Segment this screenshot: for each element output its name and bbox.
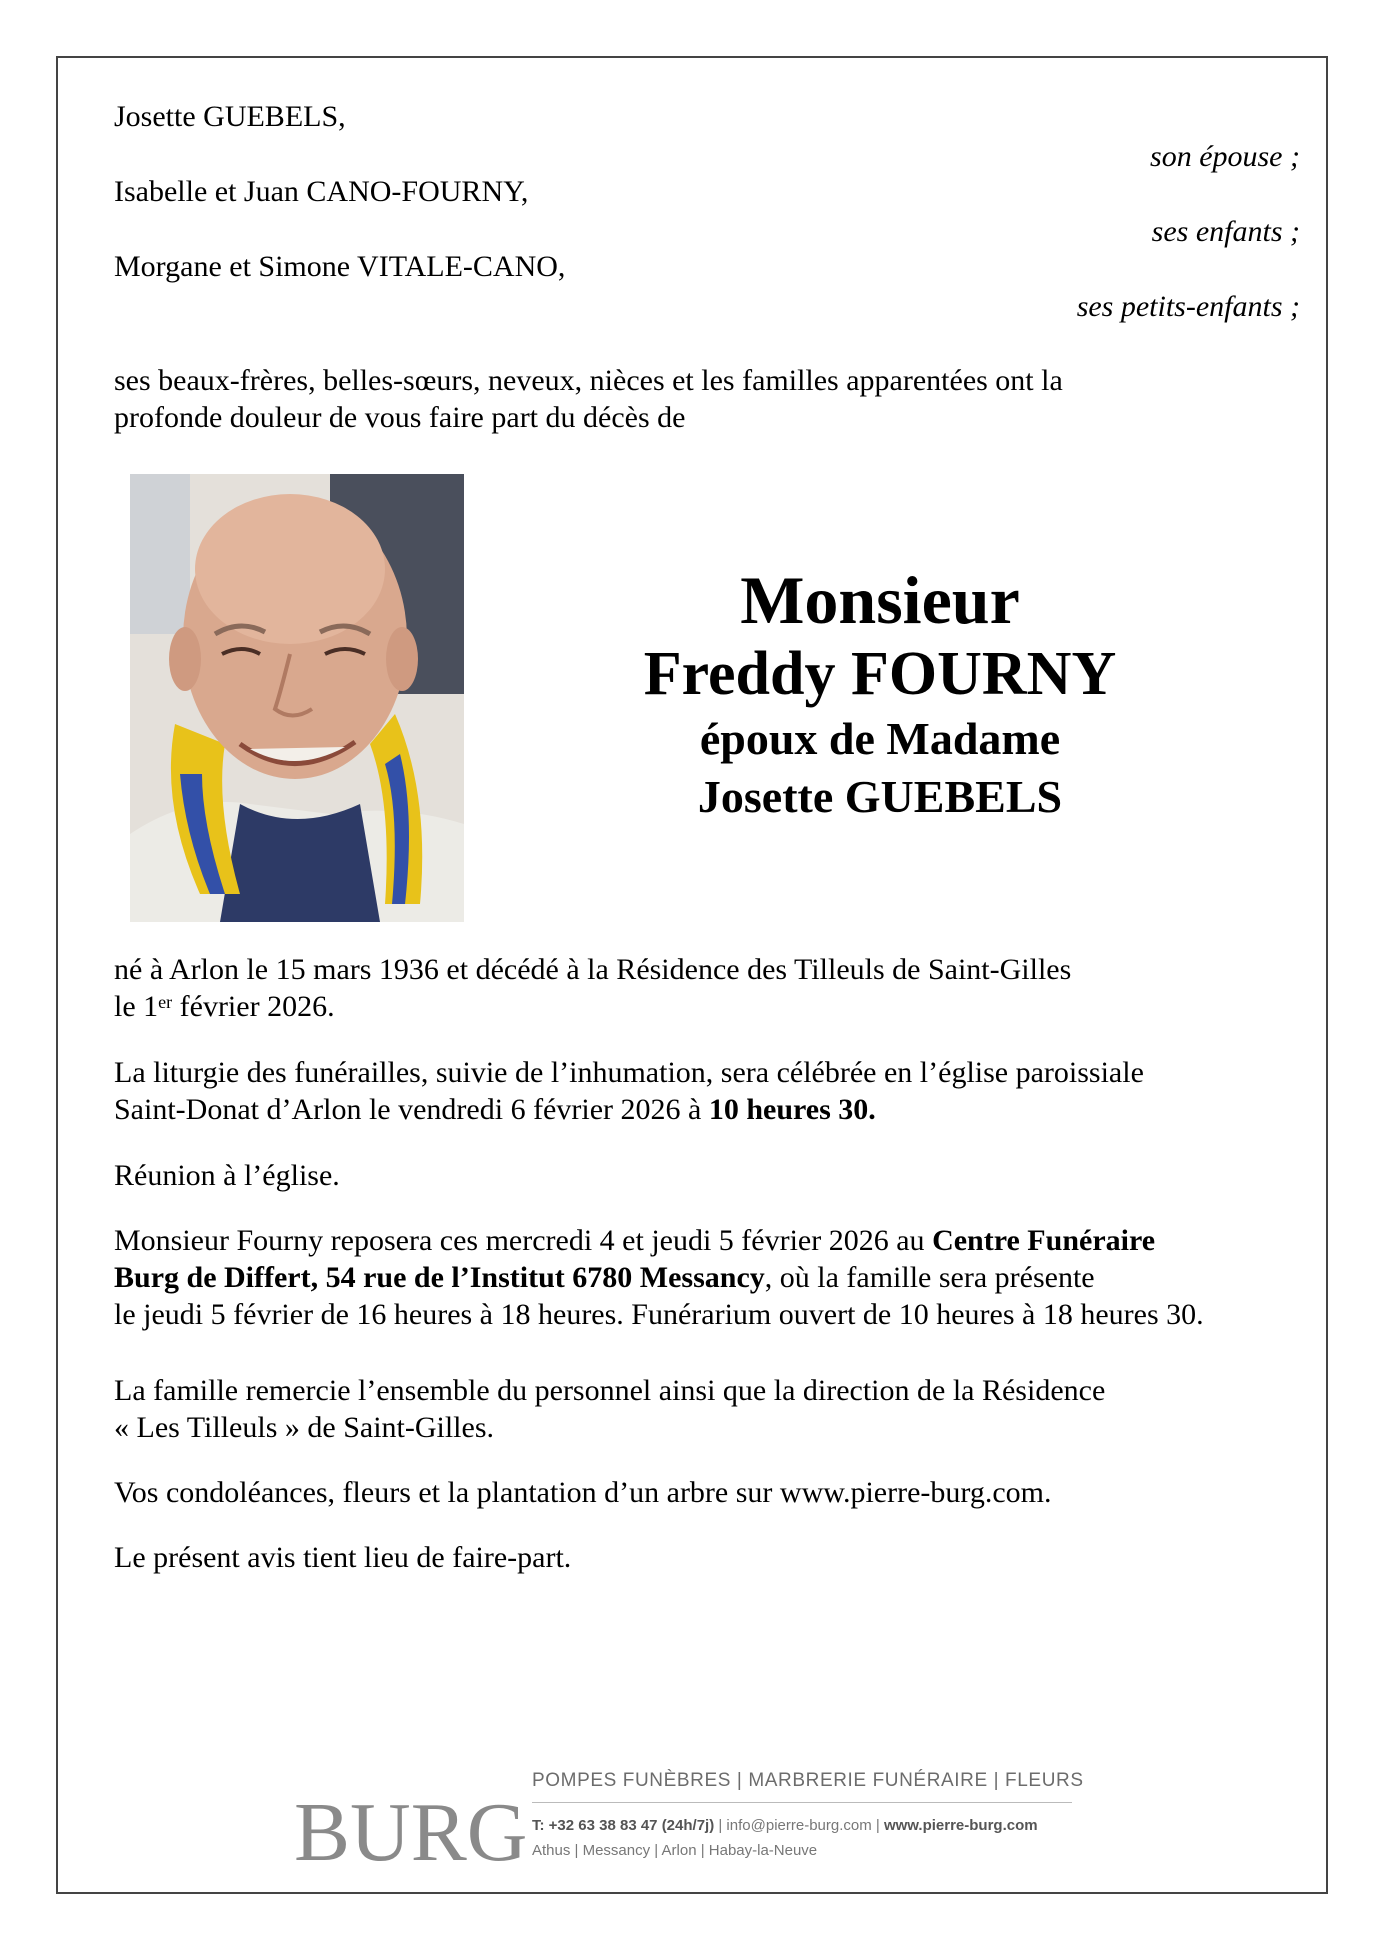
birth-line-2	[114, 988, 1314, 1025]
birth-day-suffix: er	[158, 992, 173, 1012]
deceased-honorific: Monsieur	[740, 562, 1020, 638]
liturgy-line-2	[114, 1091, 1314, 1128]
birth-line-1: né à Arlon le 15 mars 1936 et décédé à la Résidence des Tilleuls de Saint-Gilles	[114, 953, 1072, 986]
visitation-line-1	[114, 1222, 1314, 1259]
footer-cities: Athus | Messancy | Arlon | Habay-la-Neuve	[532, 1842, 818, 1859]
reunion-text: Réunion à l’église.	[114, 1159, 340, 1192]
footer	[290, 1770, 1090, 1880]
deceased-spouse-line-1: époux de Madame	[699, 713, 1061, 764]
notice-text: Le présent avis tient lieu de faire-part.	[114, 1541, 572, 1574]
visitation-line-3: le jeudi 5 février de 16 heures à 18 heures. Funérarium ouvert de 10 heures à 18 heures 30.	[114, 1298, 1204, 1331]
children-role: ses enfants ;	[1151, 215, 1300, 248]
visitation-line-2	[114, 1259, 1314, 1296]
burg-logo-text: BURG	[294, 1786, 528, 1879]
relatives-line-2: profonde douleur de vous faire part du décès de	[114, 401, 686, 434]
thanks-line-2: « Les Tilleuls » de Saint-Gilles.	[114, 1411, 495, 1444]
birth-month-year: février 2026.	[172, 990, 335, 1023]
visitation-center-name: Centre Funéraire	[932, 1224, 1156, 1257]
grandchildren-role: ses petits-enfants ;	[1076, 290, 1300, 323]
deceased-name: Freddy FOURNY	[643, 640, 1117, 708]
footer-website: www.pierre-burg.com	[883, 1817, 1038, 1834]
thanks-line-1: La famille remercie l’ensemble du personnel ainsi que la direction de la Résidence	[114, 1374, 1106, 1407]
liturgy-line-1: La liturgie des funérailles, suivie de l’inhumation, sera célébrée en l’église paroissiale	[114, 1056, 1144, 1089]
burg-logo	[290, 1770, 528, 1879]
footer-email: | info@pierre-burg.com |	[714, 1817, 884, 1834]
visitation-address: Burg de Differt, 54 rue de l’Institut 6780 Messancy	[114, 1261, 765, 1294]
footer-phone-hours: (24h/7j)	[661, 1817, 715, 1834]
spouse-role: son épouse ;	[1150, 140, 1300, 173]
deceased-spouse-line-2: Josette GUEBELS	[697, 771, 1063, 822]
birth-day: le 1	[114, 990, 159, 1023]
condolences-text: Vos condoléances, fleurs et la plantation d’un arbre sur www.pierre-burg.com.	[114, 1476, 1052, 1509]
grandchildren-name: Morgane et Simone VITALE-CANO,	[114, 250, 566, 283]
visitation-family-present: , où la famille sera présente	[764, 1261, 1095, 1294]
liturgy-time: 10 heures 30.	[708, 1093, 876, 1126]
spouse-name: Josette GUEBELS,	[114, 100, 346, 133]
footer-phone: T: +32 63 38 83 47	[532, 1817, 662, 1834]
deceased-title-block	[580, 562, 1180, 826]
portrait-photo	[130, 474, 464, 922]
visitation-intro: Monsieur Fourny reposera ces mercredi 4 et jeudi 5 février 2026 au	[114, 1224, 933, 1257]
footer-contact	[532, 1817, 1092, 1834]
children-name: Isabelle et Juan CANO-FOURNY,	[114, 175, 529, 208]
footer-services: POMPES FUNÈBRES | MARBRERIE FUNÉRAIRE | FLEURS	[532, 1770, 1072, 1803]
footer-info	[532, 1770, 1092, 1859]
relatives-line-1: ses beaux-frères, belles-sœurs, neveux, nièces et les familles apparentées ont la	[114, 364, 1063, 397]
liturgy-date: Saint-Donat d’Arlon le vendredi 6 février 2026 à	[114, 1093, 709, 1126]
